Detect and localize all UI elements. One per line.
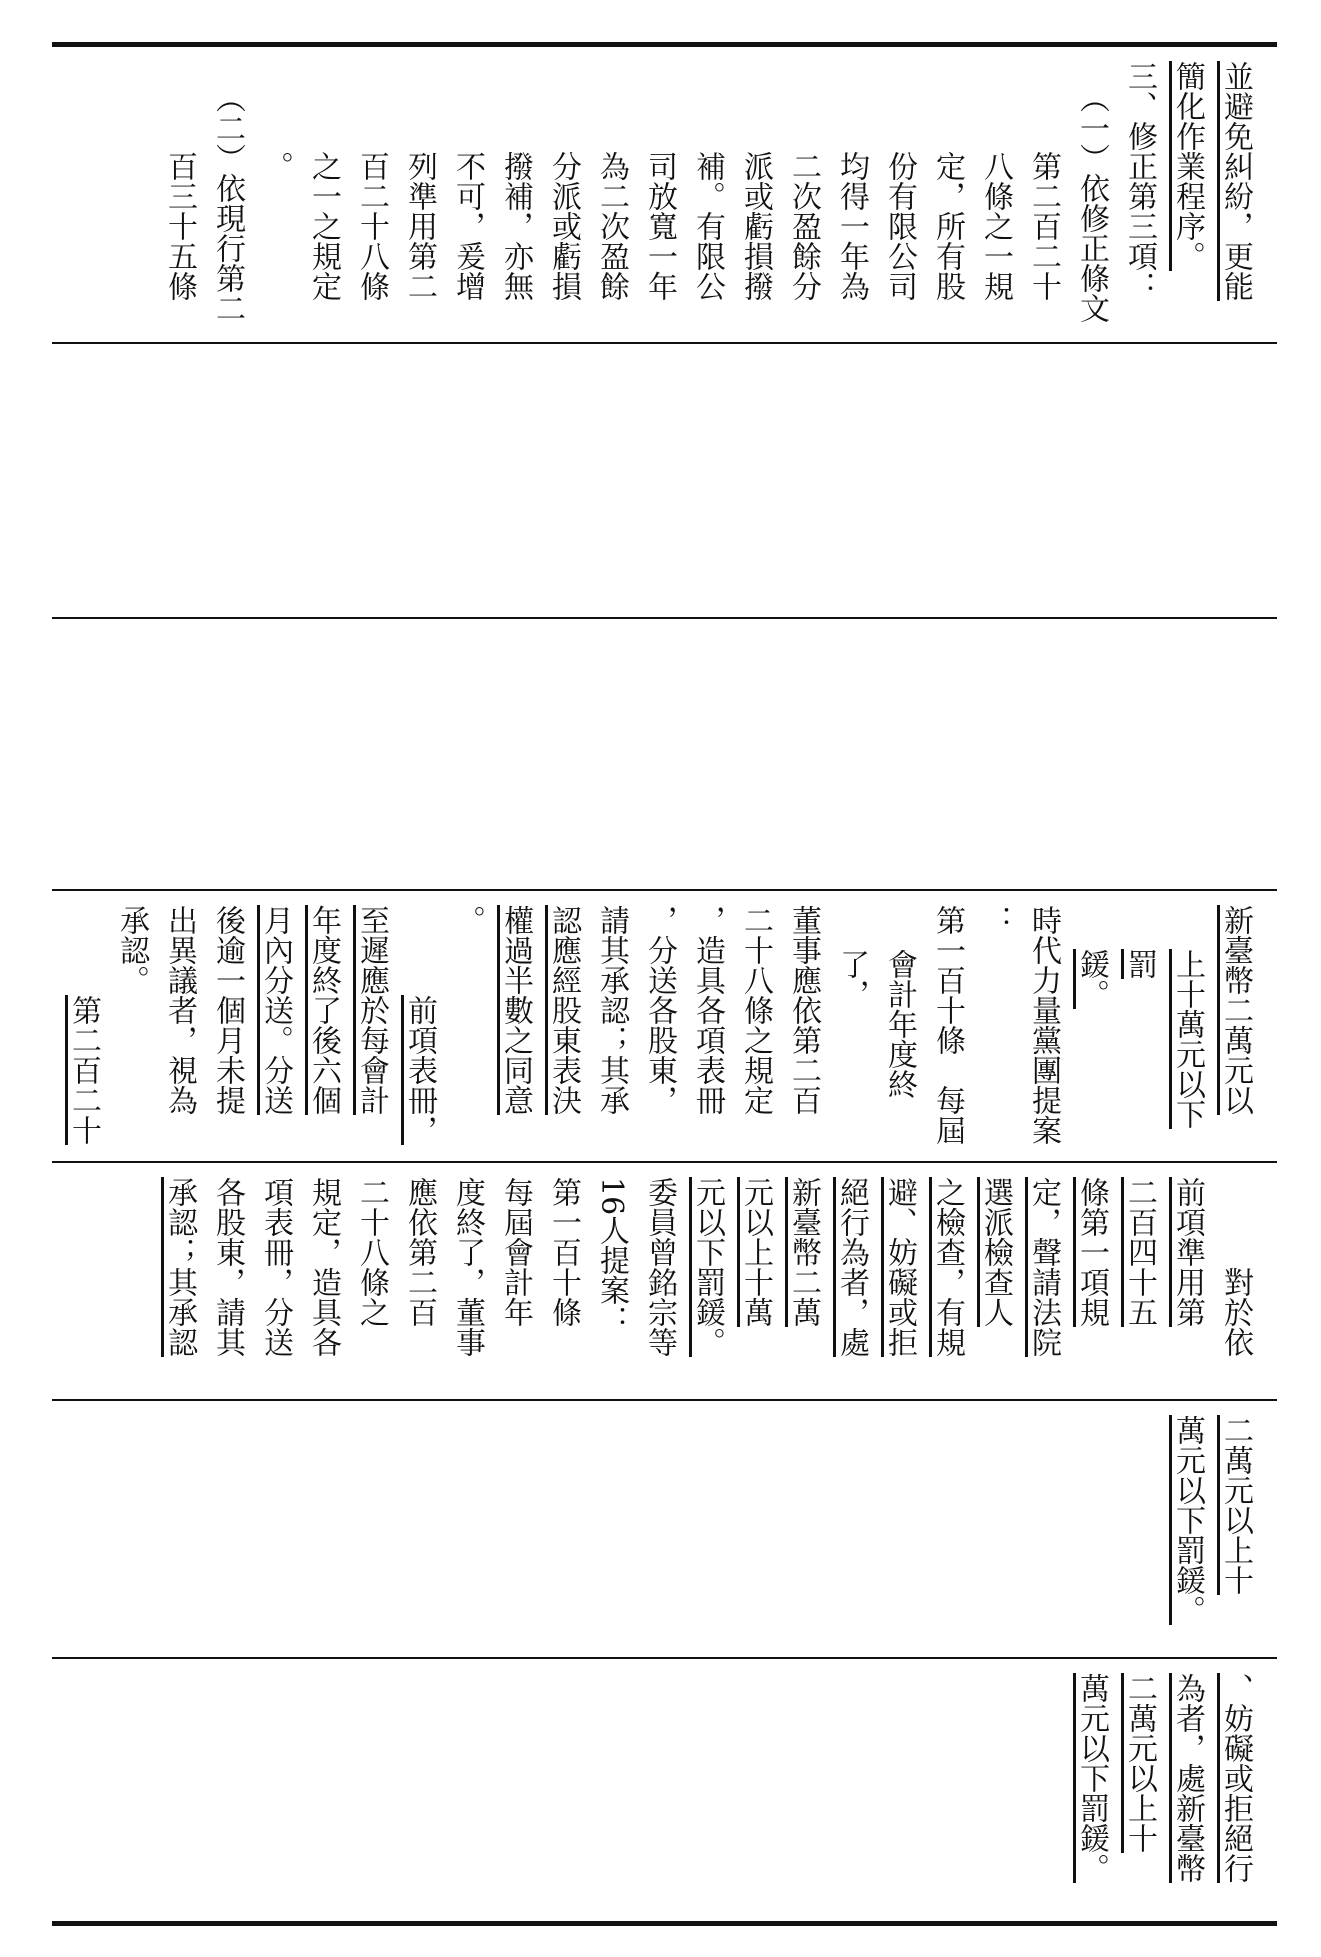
table-bottom-border: [52, 1921, 1277, 1926]
text-line: 列準用第二: [402, 151, 437, 301]
text-line: 為者，處新臺幣: [1170, 1673, 1205, 1883]
row-divider: [52, 342, 1277, 344]
text-line: 為二次盈餘: [594, 151, 629, 301]
text-line: 元以下罰鍰。: [690, 1177, 725, 1357]
text-line: 萬元以下罰鍰。: [1170, 1415, 1205, 1625]
text-line: 新臺幣二萬: [786, 1177, 821, 1327]
text-line: 司放寬一年: [642, 151, 677, 301]
text-line: 均得一年為: [834, 151, 869, 301]
text-line: 份有限公司: [882, 151, 917, 301]
text-line: 上十萬元以下罰: [1122, 949, 1205, 1129]
table-row-c: [52, 1163, 1277, 1399]
text-line: 會計年度終了，: [834, 949, 917, 1099]
text-line: 選派檢查人: [978, 1177, 1013, 1327]
text-line: （二）依現行第二: [210, 83, 245, 323]
text-line: 至遲應於每會計: [354, 905, 389, 1115]
table-row-e: [52, 1659, 1277, 1921]
text-line: 元以上十萬: [738, 1177, 773, 1327]
text-line: 前項準用第: [1170, 1177, 1205, 1327]
text-line: 鍰。: [1074, 949, 1109, 1009]
text-line: 三、修正第三項：: [1122, 61, 1157, 301]
text-line: 、妨礙或拒絕行: [1218, 1673, 1253, 1883]
text-line: 並避免糾紛，更能: [1218, 61, 1253, 301]
text-line: 新臺幣二萬元以: [1218, 905, 1253, 1115]
text-line: 權過半數之同意: [498, 905, 533, 1115]
text-line: 承認。: [114, 905, 149, 995]
text-line: 二十八條之: [354, 1177, 389, 1327]
text-line: 百三十五條: [162, 151, 197, 301]
text-line: 項表冊，分送: [258, 1177, 293, 1357]
text-line: 定，聲請法院: [1026, 1177, 1061, 1357]
text-line: 二次盈餘分: [786, 151, 821, 301]
text-line: ，造具各項表冊: [690, 905, 725, 1115]
text-line: 前項表冊，: [402, 995, 437, 1145]
text-line: ：: [978, 905, 1013, 935]
text-line: 撥補，亦無: [498, 151, 533, 301]
text-line: ，分送各股東，: [642, 905, 677, 1115]
text-line: 第一百十條: [546, 1177, 581, 1327]
text-line: 二萬元以上十: [1218, 1415, 1253, 1595]
text-line: 二萬元以上十: [1122, 1673, 1157, 1853]
text-line: 第二百二十: [66, 995, 101, 1145]
text-line: 定，所有股: [930, 151, 965, 301]
text-line: 時代力量黨團提案: [1026, 905, 1061, 1145]
text-line: 百二十八條: [354, 151, 389, 301]
table-row-d: [52, 1401, 1277, 1657]
text-line: 認應經股東表決: [546, 905, 581, 1115]
text-line: 16人提案：: [594, 1177, 629, 1336]
text-line: 二百四十五: [1122, 1177, 1157, 1327]
text-line: 月內分送。分送: [258, 905, 293, 1115]
text-line: 第二百二十: [1026, 151, 1061, 301]
text-line: 度終了，董事: [450, 1177, 485, 1357]
text-line: 二十八條之規定: [738, 905, 773, 1115]
text-line: 各股東，請其: [210, 1177, 245, 1357]
section-d-text: [52, 1401, 1277, 1657]
text-line: 不可，爰增: [450, 151, 485, 301]
text-line: 條第一項規: [1074, 1177, 1109, 1327]
text-line: 請其承認；其承: [594, 905, 629, 1115]
text-line: 萬元以下罰鍰。: [1074, 1673, 1109, 1883]
table-row-b: [52, 891, 1277, 1161]
text-line: 絕行為者，處: [834, 1177, 869, 1357]
section-e-text: [52, 1659, 1277, 1921]
text-line: 後逾一個月未提: [210, 905, 245, 1115]
text-line: 對於依: [1218, 1267, 1253, 1357]
text-line: 。: [450, 905, 485, 935]
text-line: 避、妨礙或拒: [882, 1177, 917, 1357]
text-line: 之一之規定: [306, 151, 341, 301]
text-line: 之檢查，有規: [930, 1177, 965, 1357]
text-line: 。: [258, 151, 293, 181]
section-a-text: [52, 47, 1277, 342]
text-line: 每屆會計年: [498, 1177, 533, 1327]
text-line: 補。有限公: [690, 151, 725, 301]
table-row-a: [52, 47, 1277, 342]
section-c-text: [52, 1163, 1277, 1399]
text-line: 董事應依第二百: [786, 905, 821, 1115]
text-line: 派或虧損撥: [738, 151, 773, 301]
text-line: 規定，造具各: [306, 1177, 341, 1357]
text-line: 第一百十條 每屆: [930, 905, 965, 1145]
text-line: （一）依修正條文: [1074, 83, 1109, 323]
text-line: 年度終了後六個: [306, 905, 341, 1115]
text-line: 分派或虧損: [546, 151, 581, 301]
text-line: 應依第二百: [402, 1177, 437, 1327]
row-divider: [52, 617, 1277, 619]
text-line: 八條之一規: [978, 151, 1013, 301]
text-line: 簡化作業程序。: [1170, 61, 1205, 271]
text-line: 出異議者，視為: [162, 905, 197, 1115]
section-b-text: [52, 891, 1277, 1161]
text-line: 承認；其承認: [162, 1177, 197, 1357]
text-line: 委員曾銘宗等: [642, 1177, 677, 1357]
